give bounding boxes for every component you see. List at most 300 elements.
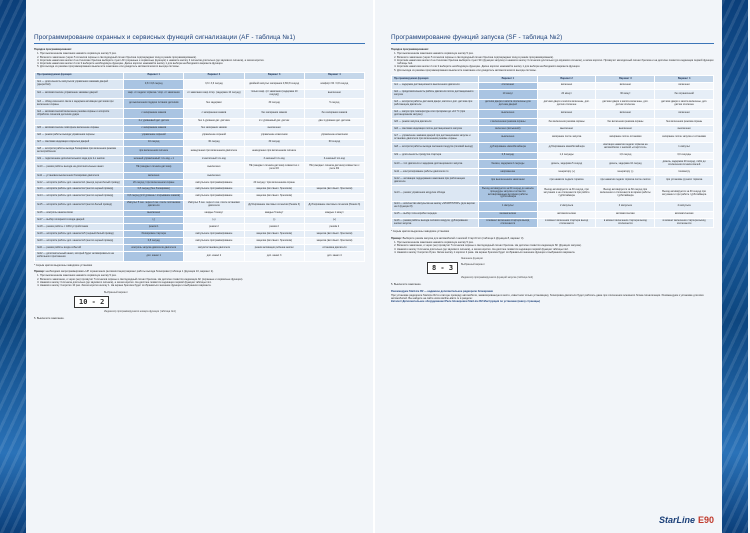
table-row bbox=[392, 176, 714, 186]
step-item: 3. Коротким нажатием кнопки 2 на 3 кнопках брелока выберите пункт AF (охранные и сервисные функции) и нажмите кнопку 3 сигналов длительно (до звукового сигнала), а затем коротко. bbox=[40, 59, 365, 62]
table-row bbox=[35, 186, 365, 193]
variant-cell: без включения режима охраны bbox=[596, 119, 655, 126]
right-example bbox=[391, 237, 714, 240]
variant-cell: включено bbox=[537, 109, 596, 119]
table-row bbox=[35, 200, 365, 210]
column-header: Программируемая функция bbox=[35, 72, 124, 79]
variant-cell bbox=[244, 173, 304, 180]
variant-cell: выключено bbox=[478, 109, 537, 119]
recommendation-heading: Рекомендуем StarLine R2 — надежное дополнительное радиореле блокировки bbox=[391, 290, 493, 294]
variant-cell: 30 секунд bbox=[244, 139, 304, 146]
table-row bbox=[35, 99, 365, 109]
variant-cell: 30 минут bbox=[596, 89, 655, 99]
function-name-cell: №9 — длительность прокрутки стартера bbox=[392, 152, 479, 159]
variant-cell: при нажатии педали тормоза после снятия bbox=[596, 176, 655, 186]
function-name-cell: №13 — режим управления модулем обхода bbox=[392, 186, 479, 202]
variant-cell: выключено bbox=[184, 173, 244, 180]
table-row bbox=[392, 201, 714, 211]
variant-cell: 20 секунд / при включенном охране bbox=[244, 180, 304, 187]
variant-cell: Выход активируется за 30 секунд, при затухании и не отключается при работе турботаймера bbox=[537, 186, 596, 202]
variant-cell: отключено bbox=[478, 82, 537, 89]
variant-cell: защелка (вкл./выкл. брелоком) bbox=[244, 186, 304, 193]
variant-cell: 1,2 секунды bbox=[537, 152, 596, 159]
left-example-heading: Пример: bbox=[34, 270, 45, 274]
variant-cell: режим 2 bbox=[184, 224, 244, 231]
variant-cell bbox=[304, 180, 364, 187]
variant-cell: немедленно при включенном двигателе bbox=[184, 146, 244, 156]
left-section-title: Программирование охранных и сервисных функций сигнализации (AF - таблица №1) bbox=[34, 34, 365, 44]
right-callout-selected: Значение функции bbox=[461, 257, 483, 261]
variant-cell: выключено bbox=[244, 125, 304, 132]
variant-cell: защелка (вкл./выкл. брелоком) bbox=[244, 238, 304, 245]
variant-cell: 60 секунд bbox=[304, 139, 364, 146]
column-header: Вариант 2 bbox=[537, 76, 596, 83]
recommendation-block bbox=[391, 290, 714, 303]
variant-cell: 2-кнопочный точ-код bbox=[184, 156, 244, 163]
variant-cell: включено bbox=[596, 82, 655, 89]
variant-cell: 2-х уровневый дат. датчик bbox=[244, 118, 304, 125]
function-name-cell: №9 — подключение дополнительного кода для 2-х кнопок bbox=[35, 156, 124, 163]
variant-cell: включено bbox=[537, 82, 596, 89]
left-display-screen: 10 - 2 bbox=[74, 296, 109, 308]
variant-cell: запирание после запуска bbox=[537, 133, 596, 143]
variant-cell: при установке ручного тормоза bbox=[655, 176, 714, 186]
variant-cell: импульсное программирование bbox=[184, 186, 244, 193]
function-name-cell: №11 — установка выключения блокировки двигателя bbox=[35, 173, 124, 180]
left-callout-selected: Выбранный вариант bbox=[104, 290, 128, 294]
function-name-cell: №12 — алгоритм работы доп. канала №1 (выход черно-белый провод) bbox=[35, 180, 124, 187]
left-procedure-heading: Порядок программирования: bbox=[34, 48, 72, 51]
variant-cell: режим 1 bbox=[124, 224, 184, 231]
step-item: 1. При выключенном зажигании нажмите сервисную кнопку 5 раз. bbox=[40, 52, 365, 55]
function-name-cell: №2 — продолжительность работы двигателя после дистанционного запуска bbox=[392, 89, 479, 99]
left-display-illustration bbox=[34, 291, 365, 317]
variant-cell: 10 секунд bbox=[124, 139, 184, 146]
left-decorative-edge bbox=[0, 0, 26, 533]
variant-cell: без запирания замков bbox=[244, 109, 304, 119]
variant-cell: блокировка стартера bbox=[124, 231, 184, 238]
column-header: Вариант 1 bbox=[124, 72, 184, 79]
function-name-cell: №15 — алгоритм работы доп. канала №3 (желто-белый провод) bbox=[35, 200, 124, 210]
variant-cell: без включения режима охраны bbox=[655, 119, 714, 126]
variant-cell: механическая bbox=[478, 211, 537, 218]
model-name: E90 bbox=[697, 515, 714, 525]
function-name-cell: №21 — режим работы входа событий bbox=[35, 245, 124, 252]
variant-cell bbox=[304, 125, 364, 132]
variant-cell bbox=[304, 146, 364, 156]
variant-cell: Выход активируется за 30 секунд при затухании и при работе турботаймера bbox=[655, 186, 714, 202]
variant-cell: 1,6 секунд bbox=[596, 152, 655, 159]
variant-cell: при включенном сигнале bbox=[124, 146, 184, 156]
left-example-text: необходимо запрограммировать НР ограничения (антимигитация) вариант работы выхода блокировки (таблица 1 (функция 10, вариант 2). bbox=[45, 270, 214, 274]
variant-cell: выключено bbox=[304, 89, 364, 99]
variant-cell: выключено bbox=[596, 126, 655, 133]
variant-cell: 3-значный точ-код bbox=[244, 156, 304, 163]
variant-cell: Выход активируется за 60 секунд при включении и отключается во время работы турботаймера bbox=[596, 186, 655, 202]
variant-cell: (-) bbox=[244, 217, 304, 224]
variant-cell: напряжению bbox=[478, 169, 537, 176]
variant-cell: с запиранием замков bbox=[124, 125, 184, 132]
function-name-cell: №10 — тип двигателя и задержка дистанционного запуска bbox=[392, 159, 479, 169]
step-item: 5. Для выхода из режима программирования выключите зажигание или дождитесь автоматического выхода системы. bbox=[40, 65, 365, 68]
variant-cell: 3,0 секунды bbox=[655, 152, 714, 159]
variant-cell: 3,6 / 3,6 секунд bbox=[184, 79, 244, 89]
variant-cell: при нажатии педали тормоза bbox=[537, 176, 596, 186]
variant-cell: бензин, задержка 2 секунды bbox=[478, 159, 537, 169]
column-header: Вариант 3 bbox=[596, 76, 655, 83]
variant-cell: 10 минут bbox=[478, 89, 537, 99]
table-row bbox=[392, 211, 714, 218]
variant-cell: комфорт 60 / 0,8 секунд bbox=[304, 79, 364, 89]
left-content bbox=[34, 34, 365, 525]
variant-cell: управление клаксоном bbox=[244, 132, 304, 139]
step-item: 3. Коротким нажатием кнопки 2 на 3 кнопках брелока выберите пункт SF (функции запуска) и нажмите кнопку 3 сигналов длительно (до звукового сигнала), а затем коротко. Прозвучит мелодичный сигнал брелока и на дисплее появится индикация первой функции таблицы №2. bbox=[397, 59, 714, 66]
function-name-cell: №16 — контроль канала связи bbox=[35, 210, 124, 217]
variant-cell: запирание после запуска и остановки bbox=[655, 133, 714, 143]
variant-cell: (+) bbox=[184, 217, 244, 224]
right-section-title: Программирование функций запуска (SF - таблица №2) bbox=[391, 34, 714, 44]
table-row bbox=[35, 193, 365, 200]
variant-cell: до выключения поддачи питания датчиков bbox=[124, 99, 184, 109]
function-name-cell: №6 — режим работы выхода управления сирены bbox=[35, 132, 124, 139]
function-name-cell: №22 — дополнительный канал, который будет активироваться на мобильного приложения bbox=[35, 251, 124, 261]
table-row bbox=[392, 133, 714, 143]
variant-cell: каждые 1 минут bbox=[304, 210, 364, 217]
column-header: Вариант 4 bbox=[655, 76, 714, 83]
function-name-cell: №17 — выбор полярности входа дверей bbox=[35, 217, 124, 224]
variant-cell: датчики двери и капота включены, доп. датчик отключен bbox=[537, 99, 596, 109]
variant-cell: Дублирование световых сигналов (Режим 3) bbox=[304, 200, 364, 210]
variant-cell: доп. канал 4 bbox=[304, 251, 364, 261]
table-row bbox=[35, 109, 365, 119]
table-row bbox=[392, 89, 714, 99]
variant-cell: защелка (вкл./выкл. брелоком) bbox=[304, 238, 364, 245]
table-row bbox=[35, 173, 365, 180]
variant-cell: 20 минут bbox=[537, 89, 596, 99]
variant-cell: без ограничений bbox=[655, 89, 714, 99]
variant-cell: режим 2 bbox=[304, 224, 364, 231]
function-name-cell: №1 — задержка дистанционного выключения двигателя bbox=[392, 82, 479, 89]
variant-cell: 0,8 секунд bbox=[124, 238, 184, 245]
table-row bbox=[392, 109, 714, 119]
variant-cell: 3-значный точ-код bbox=[304, 156, 364, 163]
variant-cell: запуск/остановка двигателя bbox=[184, 245, 244, 252]
step-item: 5. Для выхода из режима программирования выключите зажигание или дождитесь автоматического выхода системы. bbox=[397, 69, 714, 72]
left-footnote: * Серым цветом выделены заводские установки bbox=[34, 263, 93, 267]
variant-cell: с запиранием замков bbox=[184, 109, 244, 119]
variant-cell: импульсное программирование bbox=[184, 238, 244, 245]
variant-cell: каждые 5 минут bbox=[184, 210, 244, 217]
step-item: 2. Включите зажигание, и через (не) прозвучит 5 сигналов сирены и светодиодный сигнал брелока. На дисплее появится индикация AF (охранные и сервисные функции). bbox=[40, 278, 365, 281]
step-item: 2. Включите зажигание (через 5 сигналов сирены и светодиодный сигнал брелока подтверждают вход в режим программирования). bbox=[40, 56, 365, 59]
variant-cell: (-) bbox=[124, 217, 184, 224]
left-step5: 5. Выключите зажигание. bbox=[34, 316, 65, 320]
right-procedure-steps bbox=[391, 52, 714, 72]
table-row bbox=[35, 132, 365, 139]
variant-cell bbox=[304, 173, 364, 180]
function-name-cell bbox=[35, 118, 124, 125]
variant-cell: защелка (вкл./выкл. брелоком) bbox=[244, 193, 304, 200]
variant-cell: генератору (-) bbox=[596, 169, 655, 176]
variant-cell: немедленно при включенном сигнале bbox=[244, 146, 304, 156]
function-name-cell: №6 — световая индикация после дистанционного запуска bbox=[392, 126, 479, 133]
variant-cell: закр. от педали тормоза / откр. от зажигания bbox=[124, 89, 184, 99]
variant-cell: генератору (+) bbox=[537, 169, 596, 176]
variant-cell: без 1-уровнем дат. датчика bbox=[184, 118, 244, 125]
variant-cell: включено bbox=[596, 109, 655, 119]
function-name-cell: №20 — алгоритм работы доп. канала №6 (желто-черный провод) bbox=[35, 238, 124, 245]
right-callout-indicator: Индикатор программируемого функций запуска (таблица №2) bbox=[461, 276, 534, 280]
variant-cell: автоматическая bbox=[537, 211, 596, 218]
table-row bbox=[35, 180, 365, 187]
right-function-table bbox=[391, 75, 714, 228]
function-name-cell: №16 — режим работы выхода силового модуля, дублирования кнопки запуска bbox=[392, 218, 479, 228]
variant-cell: импульсное программирование bbox=[184, 231, 244, 238]
left-example bbox=[34, 270, 365, 273]
function-name-cell: №15 — выбор типа коробки передач bbox=[392, 211, 479, 218]
right-example-text: Выберите режим запуска для автомобилей с кнопкой Старт/Стоп (таблица 2 (функция 8, вариант 3). bbox=[402, 236, 525, 240]
table-row bbox=[392, 159, 714, 169]
variant-cell: датчики двери и капота включены, доп. датчик отключен bbox=[596, 99, 655, 109]
variant-cell: в момент включения стартера выход отключается bbox=[537, 218, 596, 228]
variant-cell: включено (вспышкой) bbox=[478, 126, 537, 133]
variant-cell: включено bbox=[655, 82, 714, 89]
variant-cell: управление клаксоном bbox=[304, 132, 364, 139]
variant-cell: управление сиреной bbox=[124, 132, 184, 139]
variant-cell: режим активации ребенка кнопки bbox=[244, 245, 304, 252]
table-row bbox=[35, 238, 365, 245]
variant-cell: контроль запуска двигателя двигателя bbox=[124, 245, 184, 252]
step-item: 4. Нажмите кнопку 3 коротко 8 раз. Затем кнопку 1 коротко 2 раза. На экране брелока будет отображаться значение функции и выбранного варианта. bbox=[397, 251, 714, 254]
variant-cell: включено bbox=[655, 109, 714, 119]
variant-cell: при выключенном зажигании bbox=[478, 176, 537, 186]
variant-cell: дизель, задержка 10 секунд bbox=[596, 159, 655, 169]
variant-cell: 1 импульс bbox=[655, 142, 714, 152]
variant-cell: 2-х уровневый дат. датчик bbox=[124, 118, 184, 125]
variant-cell: без запирания замков bbox=[304, 109, 364, 119]
table-row bbox=[35, 118, 365, 125]
function-name-cell: №13 — алгоритм работы доп. канала №2 (желто-черный провод) bbox=[35, 186, 124, 193]
function-name-cell: №3 — алгоритм работы датчиков двери, капота и доп. датчика при работающем двигателе bbox=[392, 99, 479, 109]
variant-cell: два 1-уровнем дат. датчика bbox=[304, 118, 364, 125]
step-item: 2. Включите зажигание, и через (не) прозвучит 5 сигналов сирены и светодиодный сигнал брелока. На дисплее появится индикация SF (функции запуска). bbox=[397, 244, 714, 247]
variant-cell: 20 секунд / при включенном охране bbox=[124, 180, 184, 187]
table-row bbox=[35, 125, 365, 132]
table-row bbox=[392, 126, 714, 133]
table-row bbox=[392, 169, 714, 176]
variant-cell: датчики двери и капота включены, доп. датчик отключен bbox=[655, 99, 714, 109]
variant-cell: каждые 5 минут bbox=[244, 210, 304, 217]
step-item: 4. Коротким нажатием кнопки 2 или 3 выберите необходимую функцию. Далее коротко нажимайте кнопку 1 для выбора необходимого варианта функции. bbox=[40, 62, 365, 65]
step-item: 1. При выключенном зажигании нажмите сервисную кнопку 5 раз. bbox=[40, 274, 365, 277]
table-row bbox=[392, 82, 714, 89]
variant-cell: 30 секунд bbox=[244, 99, 304, 109]
right-example-heading: Пример: bbox=[391, 236, 402, 240]
variant-cell: от зажигания закр./откр. (задержка 10 секунд) bbox=[184, 89, 244, 99]
function-name-cell: №10 — режим работы выхода на дополнительные канал bbox=[35, 163, 124, 173]
right-procedure-heading: Порядок программирования: bbox=[391, 48, 429, 51]
table-row bbox=[35, 245, 365, 252]
left-function-table bbox=[34, 72, 365, 262]
variant-cell: НЕ (ожидает сигнала датчика) совместно с реле R2 bbox=[304, 163, 364, 173]
variant-cell: без задержки bbox=[184, 99, 244, 109]
variant-cell: 0,8 / 0,8 секунд bbox=[124, 79, 184, 89]
function-name-cell: №5 — автоматическое повторное включение охраны bbox=[35, 125, 124, 132]
table-row bbox=[392, 186, 714, 202]
column-header: Программируемая функция bbox=[392, 76, 479, 83]
variant-cell: защелка (вкл./выкл. брелоком) bbox=[304, 231, 364, 238]
table-row bbox=[392, 99, 714, 109]
function-name-cell: №8 — алгоритм работы выхода блокировки при включении режима антиограбления bbox=[35, 146, 124, 156]
function-name-cell: №5 — режим запуска двигателя bbox=[392, 119, 479, 126]
step-item: 1. При выключенном зажигании нажмите сервисную кнопку 5 раз. bbox=[397, 52, 714, 55]
step-item: 3. Нажмите кнопку 3 сигнала длительно (до звукового сигнала), а затем коротко. На дисплее появится индикация первой функции таблицы №1. bbox=[40, 281, 365, 284]
left-procedure-steps bbox=[34, 52, 365, 68]
variant-cell: 0,8 секунд (без блокировки) bbox=[124, 186, 184, 193]
table-row bbox=[392, 119, 714, 126]
function-name-cell: №19 — алгоритм работы доп. канала №5 (черный-белый провод) bbox=[35, 231, 124, 238]
variant-cell: Импульс 5 сек. через 1 сек. после остановки двигателя bbox=[184, 200, 244, 210]
table-row bbox=[35, 139, 365, 146]
variant-cell: выключено bbox=[184, 163, 244, 173]
table-row bbox=[35, 163, 365, 173]
variant-cell: 2 импульса bbox=[537, 201, 596, 211]
column-header: Вариант 4 bbox=[304, 72, 364, 79]
variant-cell: имитация нажатия педали тормоза на автомобилях с кнопкой «старт/стоп» bbox=[596, 142, 655, 152]
variant-cell: зеленый управляемый: точ-код + 1 bbox=[124, 156, 184, 163]
recommendation-text: При установке радиореле StarLine R2 в штатную проводку автомобиля, замаскированную в месте, известном только установщику, блокировка двигателя будет работать даже при отключении основного блока сигнализации. Рекомендуем к установке для всех автомобилей. Вы найдете на сайте www.starline-alarm.ru в разделе: bbox=[391, 293, 704, 301]
variant-cell: выключено bbox=[655, 126, 714, 133]
variant-cell: Импульс 5 сек. через 2 сек. после постановки двигателя bbox=[124, 200, 184, 210]
function-name-cell: №14 — количество импульсов на кнопку «START/STOP» (для версии на 2 функции 8) bbox=[392, 201, 479, 211]
right-display-illustration bbox=[391, 257, 714, 283]
step-item: 2. Включите зажигание (через 5 сигналов сирены и светодиодный сигнал брелока подтверждают вход в режим программирования). bbox=[397, 56, 714, 59]
table-row bbox=[392, 142, 714, 152]
function-name-cell: №14 — алгоритм работы доп. канала №2 (желто-черный провод) bbox=[35, 193, 124, 200]
table-row bbox=[392, 152, 714, 159]
variant-cell: 30 секунд bbox=[184, 139, 244, 146]
table-row bbox=[35, 79, 365, 89]
variant-cell: в момент включения стартера выход отключается bbox=[655, 218, 714, 228]
function-name-cell: №7 — управление замками дверей при дистанционном запуске и остановке двигателя при включенном режиме охраны bbox=[392, 133, 479, 143]
left-callout-indicator: Индикатор программируемого номера функции (таблица №1) bbox=[104, 309, 176, 313]
variant-cell: двойной импульс запирания 0,8/0,8 секунд bbox=[244, 79, 304, 89]
right-decorative-edge bbox=[722, 0, 748, 533]
variant-cell: с запиранием замков bbox=[124, 109, 184, 119]
table-row bbox=[35, 224, 365, 231]
function-name-cell: №2 — автоматическое управление замками дверей bbox=[35, 89, 124, 99]
step-item: 4. Коротким нажатием кнопки 2 или 3 выберите необходимую функцию. Далее коротко нажимайте кнопку 1 для выбора необходимого варианта функции. bbox=[397, 65, 714, 68]
variant-cell: дублирование иммобилайзера bbox=[537, 142, 596, 152]
brand-logo bbox=[659, 515, 714, 525]
variant-cell: 3 импульса bbox=[596, 201, 655, 211]
variant-cell: доп. канал 1 bbox=[124, 251, 184, 261]
right-content bbox=[391, 34, 714, 525]
brand-name: StarLine bbox=[658, 515, 695, 525]
function-name-cell: №4 — запуск при температуре или при время до +10 °С (при дистанционном запуске) bbox=[392, 109, 479, 119]
variant-cell: (+) bbox=[304, 217, 364, 224]
variant-cell: в момент включения стартера выход отключается bbox=[478, 218, 537, 228]
function-name-cell: №3 — обход окончного света и задержка активации датчиков при включении охраны bbox=[35, 99, 124, 109]
table-row bbox=[392, 218, 714, 228]
step-item: 1. При выключенном зажигании нажмите сервисную кнопку 5 раз. bbox=[397, 241, 714, 244]
variant-cell: выключено bbox=[478, 133, 537, 143]
left-example-steps bbox=[34, 274, 365, 287]
variant-cell: НЕ (ожидает сигнала датчика) bbox=[124, 163, 184, 173]
variant-cell: 0,8 секунд (2-й уровень / открывание замков) bbox=[124, 193, 184, 200]
right-footnote: * Серым цветом выделены заводские установки bbox=[391, 230, 450, 234]
variant-cell bbox=[304, 193, 364, 200]
variant-cell: дизель, задержка 5 секунд bbox=[537, 159, 596, 169]
variant-cell: управление сиреной bbox=[184, 132, 244, 139]
function-name-cell: №7 — световая индикация открытых дверей bbox=[35, 139, 124, 146]
variant-cell: 4 импульса bbox=[655, 201, 714, 211]
right-display-screen: 8 - 3 bbox=[427, 262, 458, 274]
right-example-steps bbox=[391, 241, 714, 254]
function-name-cell: №8 — алгоритм работы выхода салонного модуля (силовой выход) bbox=[392, 142, 479, 152]
step-item: 3. Нажмите кнопку 3 сигнала длительно (до звукового сигнала), а затем коротко. На дисплее появится индикация первой функции таблицы №2. bbox=[397, 248, 714, 251]
variant-cell: без включения режима охраны bbox=[537, 119, 596, 126]
variant-cell: 1 импульс bbox=[478, 201, 537, 211]
function-name-cell: №12 — активация поддержания зажигания при работающем двигателе bbox=[392, 176, 479, 186]
variant-cell: доп. канал 3 bbox=[244, 251, 304, 261]
column-header: Вариант 2 bbox=[184, 72, 244, 79]
variant-cell: без запирания замков bbox=[184, 125, 244, 132]
variant-cell: автоматическая bbox=[655, 211, 714, 218]
column-header: Вариант 3 bbox=[244, 72, 304, 79]
variant-cell: датчики двери и капота отключены для датчика дверей bbox=[478, 99, 537, 109]
table-row bbox=[35, 251, 365, 261]
table-row bbox=[35, 231, 365, 238]
function-name-cell: №11 — контролирование работы двигателя по bbox=[392, 169, 479, 176]
table-row bbox=[35, 89, 365, 99]
variant-cell: режим 2 bbox=[244, 224, 304, 231]
column-header: Вариант 1 bbox=[478, 76, 537, 83]
step-item: 4. Нажмите кнопку 3 коротко 10 раз. Затем коротко кнопку 1. На экране брелока будет отображаться значение функции и выбранного варианта. bbox=[40, 284, 365, 287]
function-name-cell: №1 — длительность импульсов управления замками дверей (двери/2ой) bbox=[35, 79, 124, 89]
variant-cell: автоматическая bbox=[596, 211, 655, 218]
variant-cell: в момент включения стартера выход отключается bbox=[596, 218, 655, 228]
variant-cell: защелка (вкл./выкл. брелоком) bbox=[244, 231, 304, 238]
variant-cell: запирание после остановки bbox=[596, 133, 655, 143]
variant-cell: импульсное программирование bbox=[184, 180, 244, 187]
variant-cell: защелка (вкл./выкл. брелоком) bbox=[304, 186, 364, 193]
variant-cell: дублирование иммобилайзера bbox=[478, 142, 537, 152]
table-row bbox=[35, 210, 365, 217]
variant-cell: Выход активируется за 60 секунд до начала процедуры запуска и остается активированным во время работы турботаймера bbox=[478, 186, 537, 202]
variant-cell: Дублирование световых сигналов (Режим 3) bbox=[244, 200, 304, 210]
function-name-cell: №18 — режим работы с GSM устройствами bbox=[35, 224, 124, 231]
variant-cell: выключено bbox=[537, 126, 596, 133]
variant-cell: НЕ (ожидает сигнала датчика) совместно с реле R2 bbox=[244, 163, 304, 173]
variant-cell: доп. канал 2 bbox=[184, 251, 244, 261]
right-page bbox=[375, 0, 748, 533]
table-row bbox=[35, 156, 365, 163]
variant-cell: 5 секунд bbox=[304, 99, 364, 109]
variant-cell: 0,8 секунд bbox=[478, 152, 537, 159]
variant-cell: дизель, задержка 20 секунд, либо до отключения сигнала свечей bbox=[655, 159, 714, 169]
variant-cell: остановка двигателя bbox=[304, 245, 364, 252]
function-name-cell: №4 — автоматический включение режима охраны и алгоритм обработки сигналов датчиков удара bbox=[35, 109, 124, 119]
variant-cell: выключено bbox=[124, 210, 184, 217]
table-row bbox=[35, 146, 365, 156]
variant-cell: тахометру bbox=[655, 169, 714, 176]
variant-cell: импульсное программирование bbox=[184, 193, 244, 200]
recommendation-footer: Каталог>Дополнительное оборудование>Реле блокировки StarLine R2>Инструкция по установке (внизу страницы) bbox=[391, 300, 541, 304]
right-callout-variant: Выбранный вариант bbox=[461, 263, 485, 267]
table-row bbox=[35, 217, 365, 224]
variant-cell: с включением режима охраны bbox=[478, 119, 537, 126]
